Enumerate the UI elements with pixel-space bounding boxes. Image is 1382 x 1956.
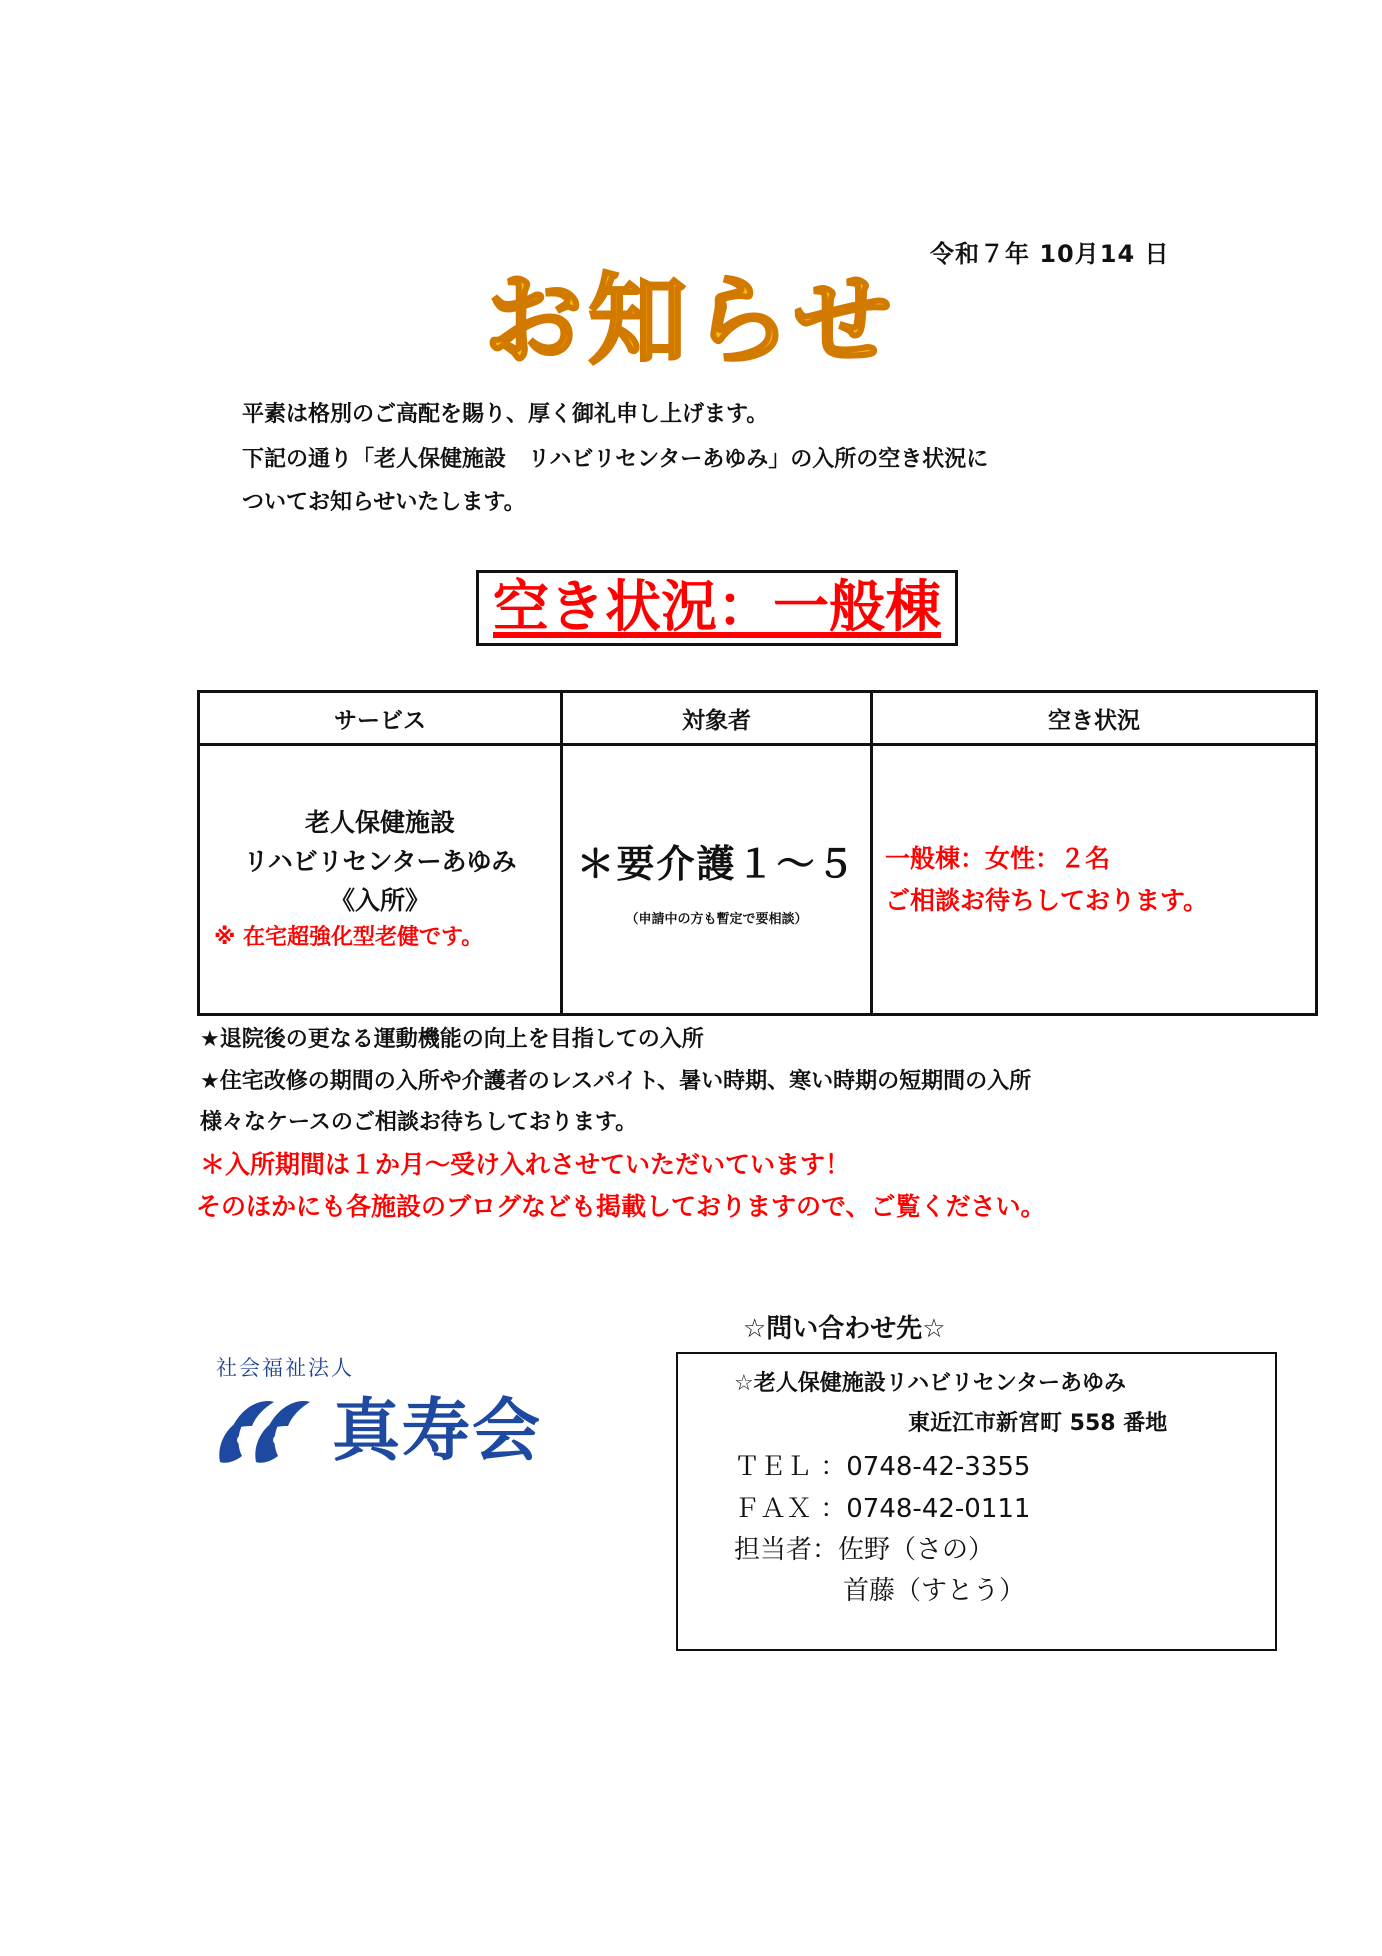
organization-logo [212, 1352, 582, 1492]
vacancy-cell [872, 745, 1317, 1015]
logo-name: 真寿会 [332, 1392, 543, 1471]
contact-facility: ☆老人保健施設リハビリセンターあゆみ [734, 1371, 1126, 1396]
target-cell [562, 745, 872, 1015]
note-1: ★退院後の更なる運動機能の向上を目指しての入所 [200, 1027, 704, 1052]
vacancy-line-1: 一般棟：女性：２名 [885, 844, 1111, 874]
contact-staff-2: 首藤（すとう） [843, 1576, 1026, 1606]
header-vacancy: 空き状況 [872, 692, 1317, 745]
contact-tel: ＴＥＬ ：0748-42-3355 [734, 1452, 1031, 1482]
status-heading-box [476, 570, 958, 646]
note-4: ＊入所期間は１か月～受け入れさせていただいています！ [200, 1150, 851, 1179]
target-main: ＊要介護１～５ [576, 841, 857, 886]
availability-table [197, 690, 1318, 1016]
note-2: ★住宅改修の期間の入所や介護者のレスパイト、暑い時期、寒い時期の短期間の入所 [200, 1069, 1032, 1094]
status-heading: 空き状況：一般棟 [493, 575, 941, 640]
target-sub: （申請中の方も暫定で要相談） [625, 911, 808, 927]
logo-caption: 社会福祉法人 [216, 1356, 354, 1380]
table-header-row [199, 692, 1317, 745]
table-row [199, 745, 1317, 1015]
service-note: ※ 在宅超強化型老健です。 [214, 924, 484, 950]
service-line-1: 老人保健施設 [304, 808, 455, 838]
header-service: サービス [199, 692, 562, 745]
contact-address: 東近江市新宮町 558 番地 [908, 1411, 1168, 1436]
service-line-3: 《入所》 [329, 885, 430, 915]
contact-box [676, 1352, 1277, 1651]
note-3: 様々なケースのご相談お待ちしております。 [200, 1110, 638, 1135]
intro-line-3: ついてお知らせいたします。 [242, 490, 526, 515]
page-title: お知らせ [484, 264, 898, 378]
note-5: そのほかにも各施設のブログなども掲載しておりますので、ご覧ください。 [196, 1192, 1046, 1221]
notice-date: 令和７年 10月14 日 [930, 240, 1170, 268]
intro-line-2: 下記の通り「老人保健施設 リハビリセンターあゆみ」の入所の空き状況に [242, 447, 989, 472]
logo-mark-icon [212, 1392, 327, 1472]
service-line-2: リハビリセンターあゆみ [243, 847, 517, 877]
vacancy-line-2: ご相談お待ちしております。 [885, 885, 1209, 915]
contact-heading: ☆問い合わせ先☆ [743, 1314, 946, 1344]
service-cell [199, 745, 562, 1015]
contact-staff-1: 担当者：佐野（さの） [734, 1535, 995, 1565]
intro-line-1: 平素は格別のご高配を賜り、厚く御礼申し上げます。 [242, 402, 769, 427]
header-target: 対象者 [562, 692, 872, 745]
contact-fax: ＦＡＸ ：0748-42-0111 [734, 1494, 1031, 1524]
